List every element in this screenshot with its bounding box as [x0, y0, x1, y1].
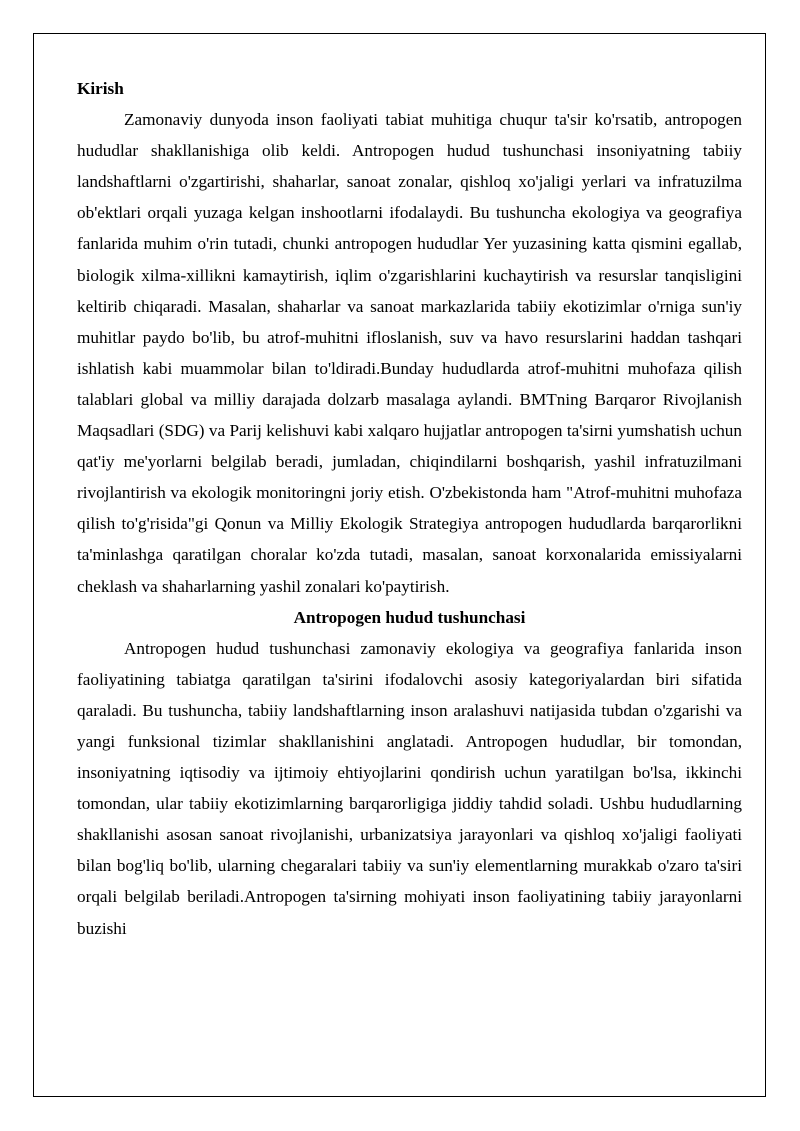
intro-paragraph: Zamonaviy dunyoda inson faoliyati tabiat muhitiga chuqur ta'sir ko'rsatib, antropogen hududlar shakllanishiga olib keldi. Antropogen hudud tushunchasi insoniyatning tabiiy landshaftlarni o'zgartirishi, shaharlar, sanoat zonalar, qishloq xo'jaligi yerlari va infratuzilma ob'ektlari orqali yuzaga kelgan inshootlarni ifodalaydi. Bu tushuncha ekologiya va geografiya fanlarida muhim o'rin tutadi, chunki antropogen hududlar Yer yuzasining katta qismini egallab, biologik xilma-xillikni kamaytirish, iqlim o'zgarishlarini kuchaytirish va resurslar tanqisligini keltirib chiqaradi. Masalan, shaharlar va sanoat markazlarida tabiiy ekotizimlar o'rniga sun'iy muhitlar paydo bo'lib, bu atrof-muhitni ifloslanish, suv va havo resurslarini haddan tashqari ishlatish kabi muammolar bilan to'ldiradi.Bunday hududlarda atrof-muhitni muhofaza qilish talablari global va milliy darajada dolzarb masalaga aylandi. BMTning Barqaror Rivojlanish Maqsadlari (SDG) va Parij kelishuvi kabi xalqaro hujjatlar antropogen ta'sirni yumshatish uchun qat'iy me'yorlarni belgilab beradi, jumladan, chiqindilarni boshqarish, yashil infratuzilmani rivojlantirish va ekologik monitoringni joriy etish. O'zbekistonda ham "Atrof-muhitni muhofaza qilish to'g'risida"gi Qonun va Milliy Ekologik Strategiya antropogen hududlarda barqarorlikni ta'minlashga qaratilgan choralar ko'zda tutadi, masalan, sanoat korxonalarida emissiyalarni cheklash va shaharlarning yashil zonalari ko'paytirish.	[77, 110, 742, 596]
section-heading: Antropogen hudud tushunchasi	[293, 607, 526, 627]
intro-heading: Kirish	[77, 79, 124, 98]
document-body	[77, 73, 742, 944]
section-paragraph: Antropogen hudud tushunchasi zamonaviy ekologiya va geografiya fanlarida inson faoliyatining tabiatga qaratilgan ta'sirini ifodalovchi asosiy kategoriyalardan biri sifatida qaraladi. Bu tushuncha, tabiiy landshaftlarning inson aralashuvi natijasida tubdan o'zgarishi va yangi funksional tizimlar shakllanishini anglatadi. Antropogen hududlar, bir tomondan, insoniyatning iqtisodiy va ijtimoiy ehtiyojlarini qondirish uchun yaratilgan bo'lsa, ikkinchi tomondan, ular tabiiy ekotizimlarning barqarorligiga jiddiy tahdid soladi. Ushbu hududlarning shakllanishi asosan sanoat rivojlanishi, urbanizatsiya jarayonlari va qishloq xo'jaligi faoliyati bilan bog'liq bo'lib, ularning chegaralari tabiiy va sun'iy elementlarning murakkab o'zaro ta'siri orqali belgilab beriladi.Antropogen ta'sirning mohiyati inson faoliyatining tabiiy jarayonlarni buzishi	[77, 638, 742, 938]
